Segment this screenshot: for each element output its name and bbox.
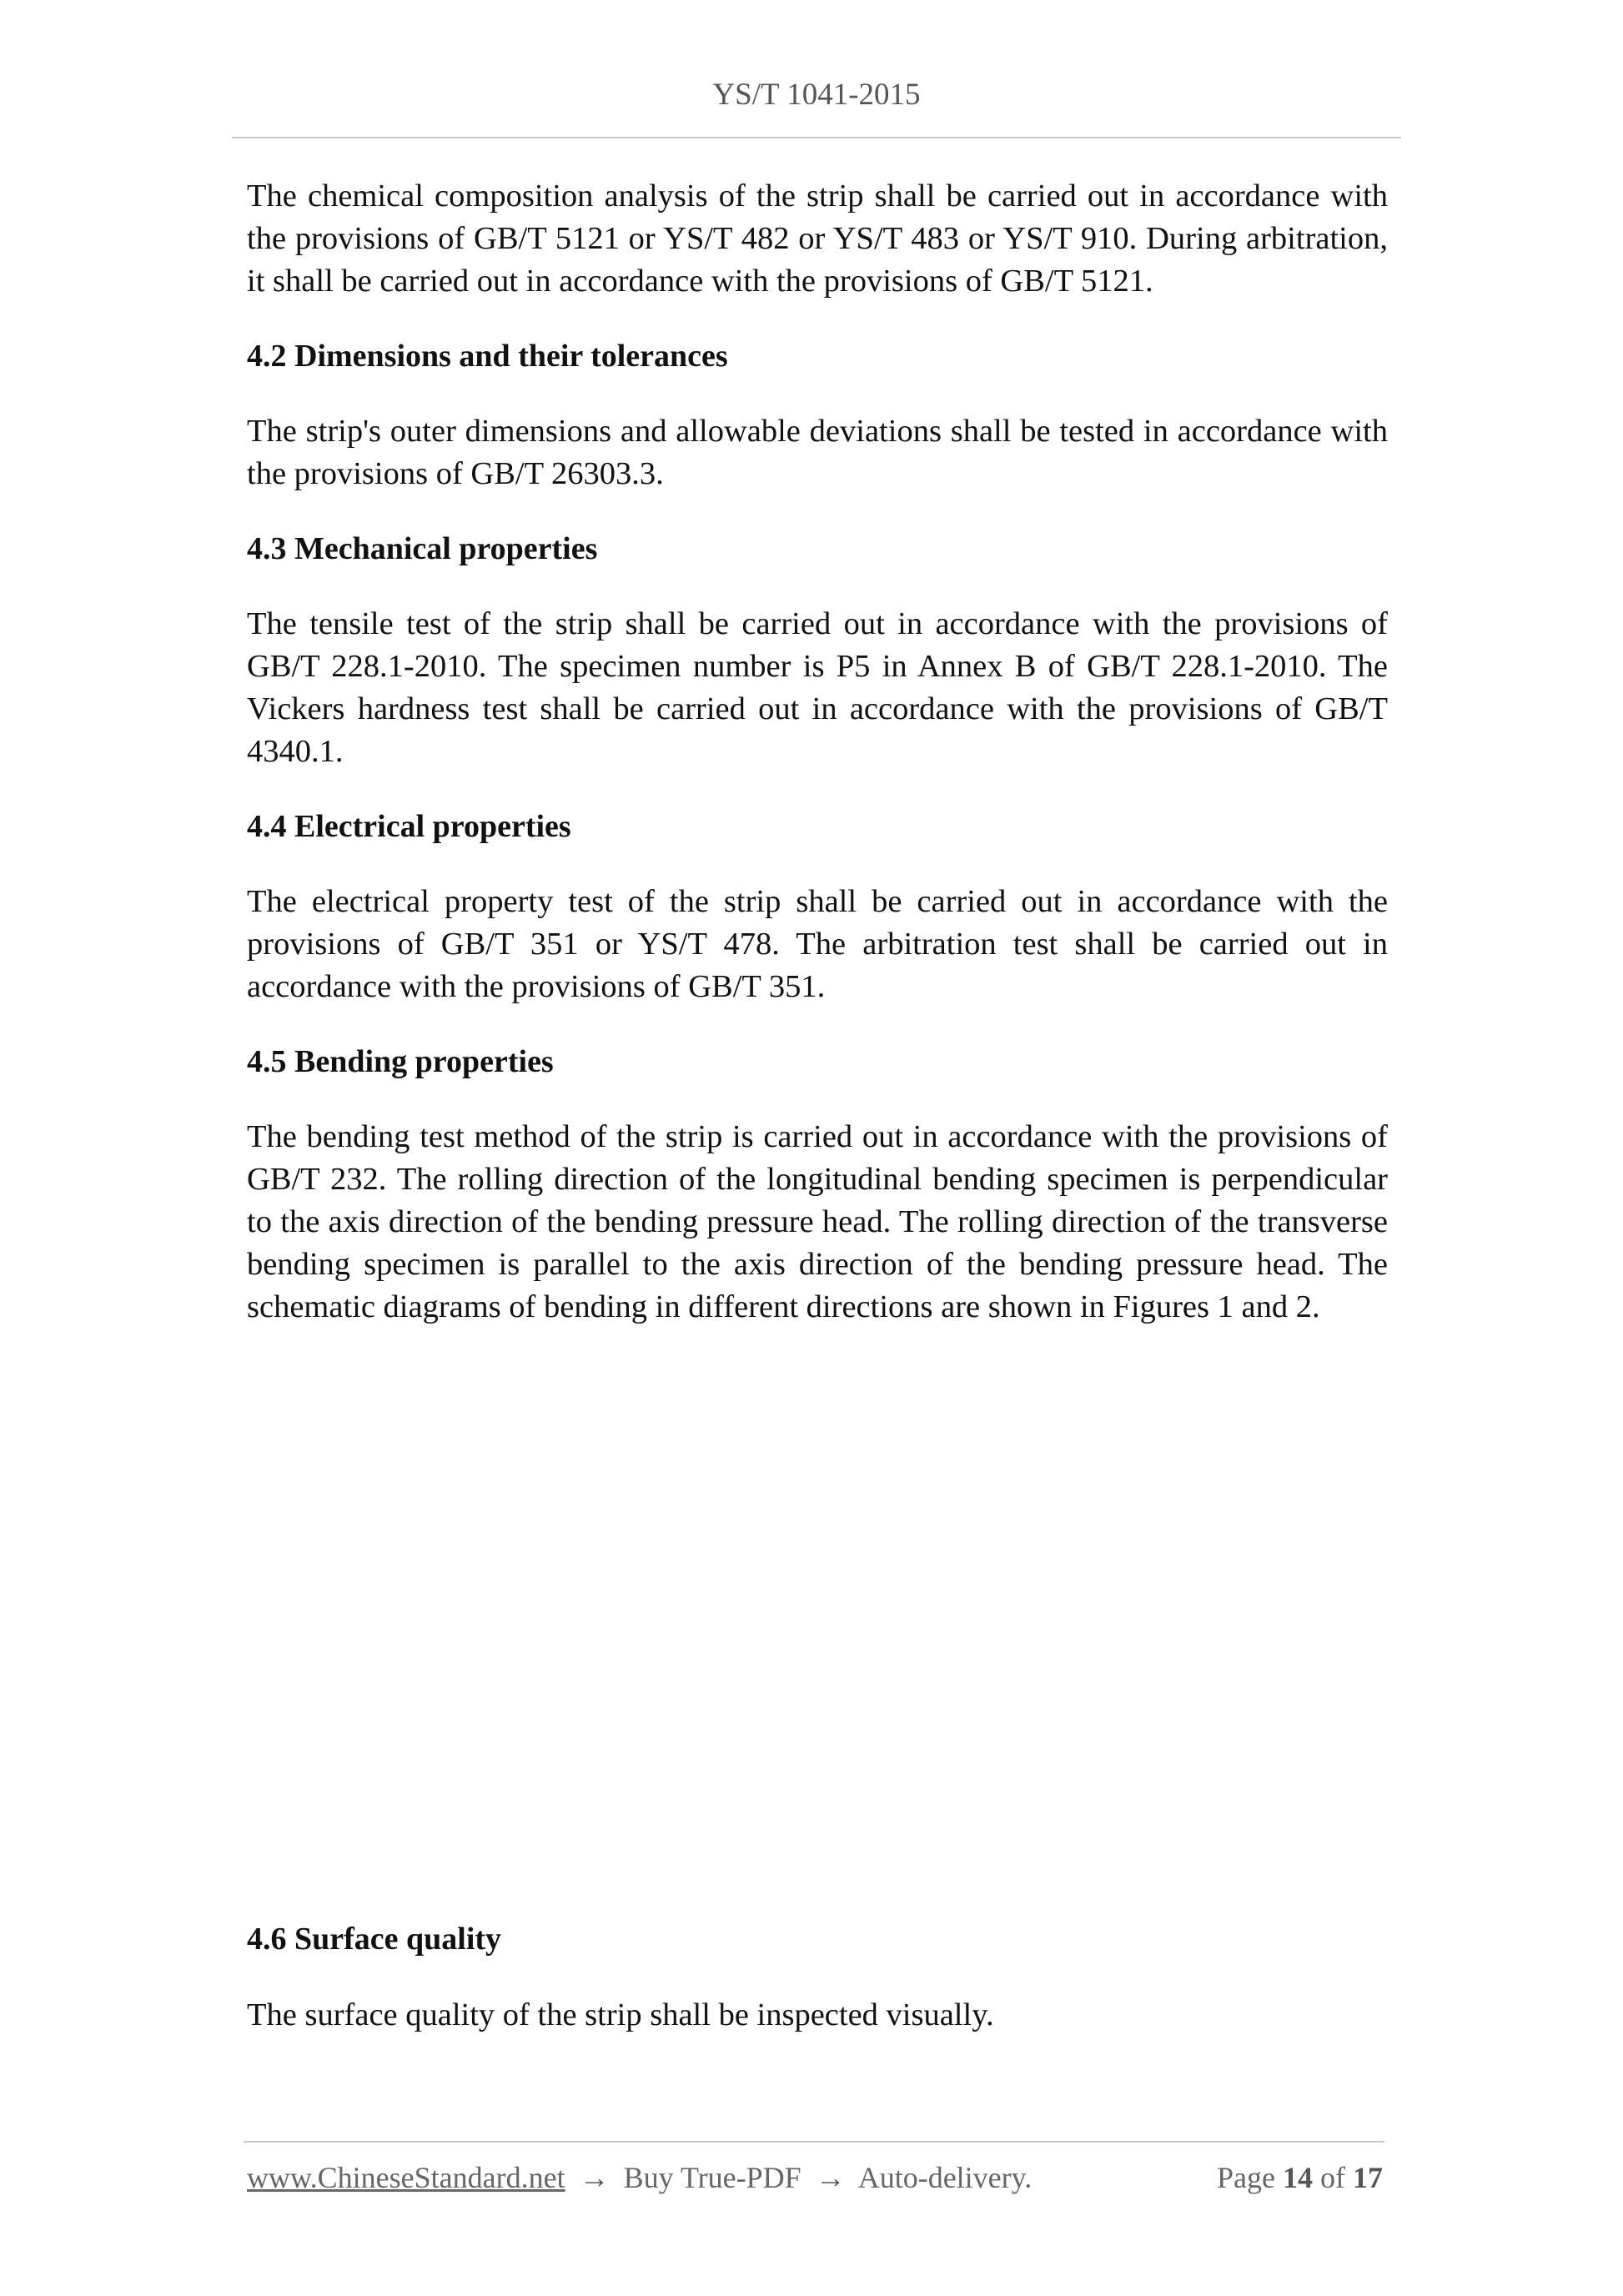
buy-true-pdf-text: Buy True-PDF bbox=[623, 2161, 801, 2194]
total-page-number: 17 bbox=[1353, 2161, 1383, 2194]
section-4-2-heading: 4.2 Dimensions and their tolerances bbox=[247, 339, 728, 374]
arrow-right-icon: → bbox=[579, 2161, 610, 2194]
current-page-number: 14 bbox=[1283, 2161, 1313, 2194]
page-footer bbox=[247, 2160, 1383, 2195]
section-4-5-text: The bending test method of the strip is carried out in accordance with the provisions of GB/T 232. The rolling direction of the longitudinal bending specimen is perpendicular to the axis direction of the bending pressure head. The rolling direction of the transverse bending specimen is parallel to the axis direction of the bending pressure head. The schematic diagrams of bending in different directions are shown in Figures 1 and 2. bbox=[247, 1119, 1388, 1324]
auto-delivery-text: Auto-delivery. bbox=[857, 2161, 1033, 2194]
section-4-4-heading: 4.4 Electrical properties bbox=[247, 809, 571, 844]
section-4-6-text: The surface quality of the strip shall be inspected visually. bbox=[247, 1997, 994, 2032]
section-4-2-text: The strip's outer dimensions and allowable deviations shall be tested in accordance with the provisions of GB/T 26303.3. bbox=[247, 414, 1388, 491]
page-of-label: of bbox=[1320, 2161, 1345, 2194]
header-divider bbox=[232, 137, 1401, 138]
section-4-6-heading: 4.6 Surface quality bbox=[247, 1922, 502, 1957]
section-4-5-heading: 4.5 Bending properties bbox=[247, 1044, 554, 1079]
footer-left bbox=[247, 2160, 1032, 2195]
page-indicator bbox=[1217, 2160, 1383, 2195]
document-body bbox=[247, 175, 1388, 1329]
intro-paragraph: The chemical composition analysis of the strip shall be carried out in accordance with the provisions of GB/T 5121 or YS/T 482 or YS/T 483 or YS/T 910. During arbitration, it shall be carried out in accordance with the provisions of GB/T 5121. bbox=[247, 178, 1388, 299]
footer-divider bbox=[244, 2141, 1384, 2143]
section-4-3-text: The tensile test of the strip shall be carried out in accordance with the provisions of GB/T 228.1-2010. The specimen number is P5 in Annex B of GB/T 228.1-2010. The Vickers hardness test shall be carried out in accordance with the provisions of GB/T 4340.1. bbox=[247, 606, 1388, 769]
website-link[interactable]: www.ChineseStandard.net bbox=[247, 2161, 565, 2194]
section-4-3-heading: 4.3 Mechanical properties bbox=[247, 531, 598, 566]
section-4-4-text: The electrical property test of the strip shall be carried out in accordance with the provisions of GB/T 351 or YS/T 478. The arbitration test shall be carried out in accordance with the provisions of GB/T 351. bbox=[247, 884, 1388, 1004]
page-label: Page bbox=[1217, 2161, 1275, 2194]
page-header-title: YS/T 1041-2015 bbox=[712, 78, 921, 112]
arrow-right-icon: → bbox=[815, 2161, 846, 2194]
